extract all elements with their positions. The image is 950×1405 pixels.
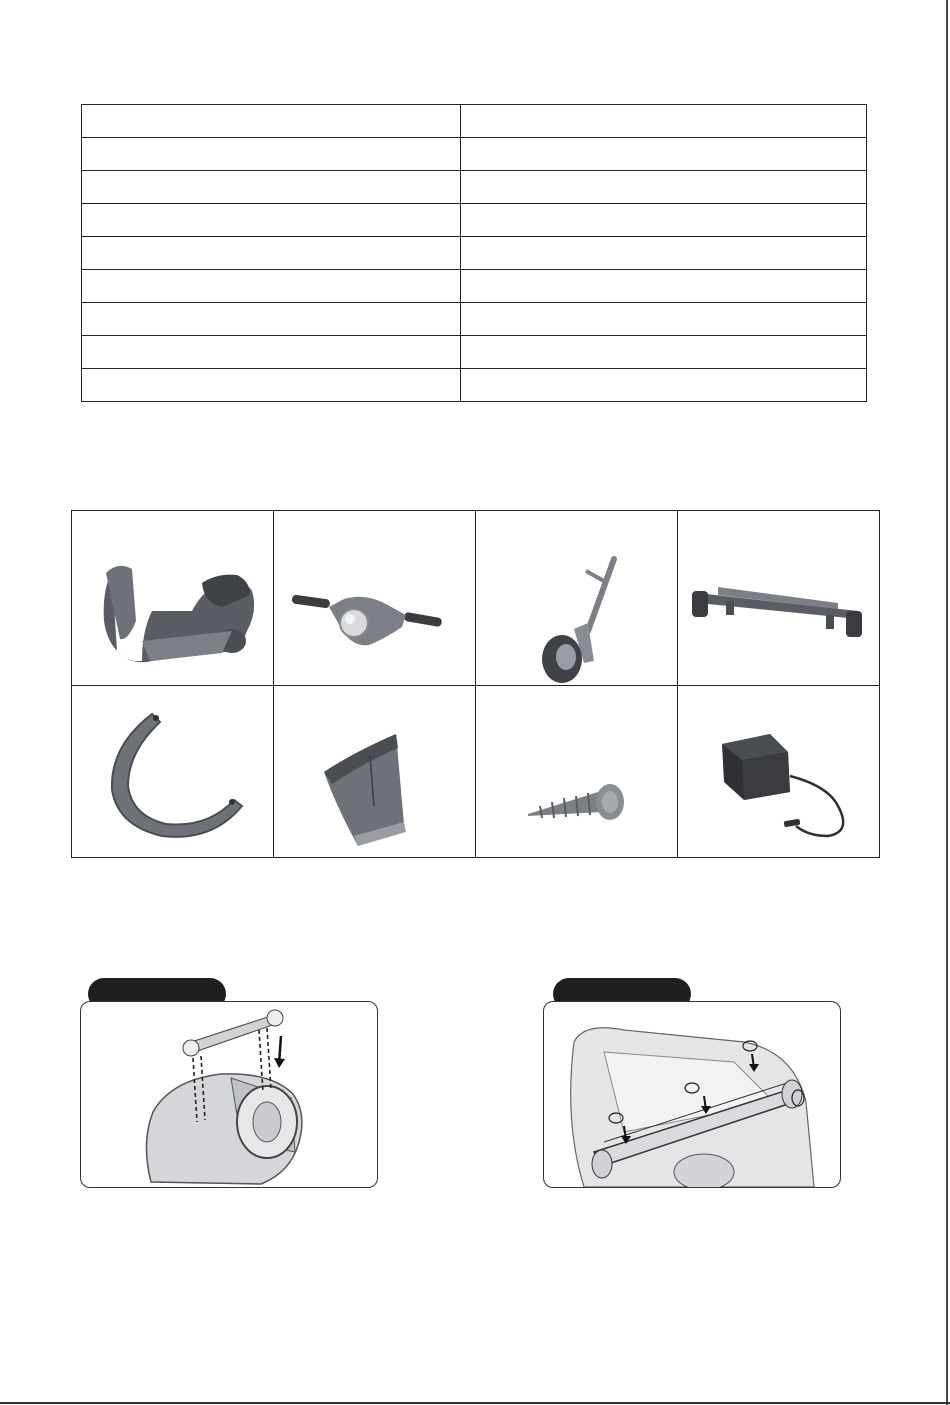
spec-row <box>82 336 867 369</box>
step-1-panel <box>80 1001 378 1188</box>
scooter-body-icon <box>72 511 273 685</box>
spec-label-cell <box>82 303 461 336</box>
spec-value-cell <box>461 369 867 402</box>
specification-table <box>81 104 867 402</box>
part-cell-cover <box>274 686 476 858</box>
attach-rear-axle-diagram <box>81 1002 377 1187</box>
part-cell-fender <box>72 686 274 858</box>
spec-label-cell <box>82 105 461 138</box>
spec-value-cell <box>461 204 867 237</box>
spec-row <box>82 237 867 270</box>
handlebar-icon <box>274 511 475 685</box>
rear-axle-icon <box>678 511 879 685</box>
spec-row <box>82 171 867 204</box>
part-cell-screw <box>476 686 678 858</box>
fasten-axle-screws-diagram <box>544 1002 840 1187</box>
spec-row <box>82 369 867 402</box>
part-cell-front-wheel <box>476 511 678 686</box>
spec-value-cell <box>461 171 867 204</box>
charger-icon <box>678 686 879 860</box>
spec-label-cell <box>82 270 461 303</box>
part-cell-body <box>72 511 274 686</box>
spec-value-cell <box>461 138 867 171</box>
spec-row <box>82 270 867 303</box>
spec-row <box>82 105 867 138</box>
page-edge-rule <box>946 0 948 1405</box>
spec-row <box>82 138 867 171</box>
spec-label-cell <box>82 171 461 204</box>
step-2-panel <box>543 1001 841 1188</box>
front-wheel-fork-icon <box>476 511 677 685</box>
seat-post-cover-icon <box>274 686 475 860</box>
spec-label-cell <box>82 138 461 171</box>
spec-label-cell <box>82 237 461 270</box>
spec-value-cell <box>461 237 867 270</box>
spec-value-cell <box>461 270 867 303</box>
spec-value-cell <box>461 336 867 369</box>
spec-row <box>82 204 867 237</box>
spec-label-cell <box>82 369 461 402</box>
part-cell-charger <box>678 686 880 858</box>
parts-list-grid <box>71 510 880 858</box>
spec-label-cell <box>82 336 461 369</box>
page-bottom-rule <box>0 1402 950 1404</box>
part-cell-rear-axle <box>678 511 880 686</box>
part-cell-handlebar <box>274 511 476 686</box>
fender-icon <box>72 686 273 860</box>
spec-value-cell <box>461 105 867 138</box>
spec-value-cell <box>461 303 867 336</box>
spec-label-cell <box>82 204 461 237</box>
spec-row <box>82 303 867 336</box>
screw-icon <box>476 686 677 860</box>
